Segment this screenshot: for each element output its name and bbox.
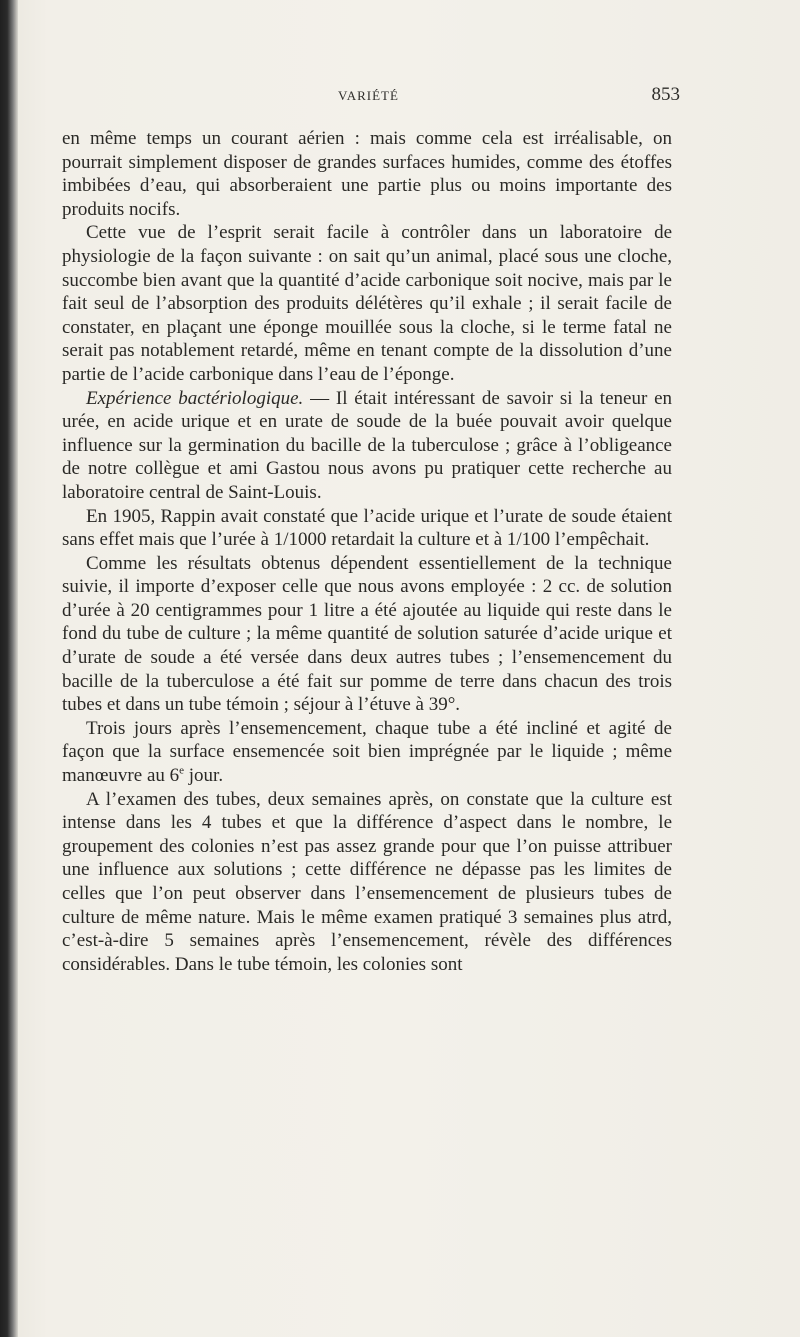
paragraph-6-text-after: jour.	[184, 765, 224, 787]
paragraph-1: en même temps un courant aérien : mais comme cela est irréalisable, on pourrait simplement disposer de grandes surfaces humides, comme des étoffes imbibées d’eau, qui absorberaient une partie plus ou moins importante des produits nocifs.	[62, 128, 672, 220]
book-binding-edge	[0, 0, 18, 1337]
running-title: VARIÉTÉ	[338, 88, 399, 103]
paragraph-2: Cette vue de l’esprit serait facile à contrôler dans un laboratoire de physiologie de la façon suivante : on sait qu’un animal, placé sous une cloche, succombe bien avant que la quantité d’acide carbonique soit nocive, mais par le fait seul de l’absorption des produits délétères qu’il exhale ; il serait facile de constater, en plaçant une éponge mouillée sous la cloche, si le terme fatal ne serait pas notablement retardé, même en tenant compte de la dissolution d’une partie de l’acide carbonique dans l’eau de l’éponge.	[62, 222, 672, 385]
paragraph-7: A l’examen des tubes, deux semaines après, on constate que la culture est intense dans les 4 tubes et que la différence d’aspect dans le nombre, le groupement des colonies n’est pas assez grande pour que l’on puisse attribuer une influence aux solutions ; cette différence ne dépasse pas les limites de celles que l’on peut observer dans l’ensemencement de plusieurs tubes de culture de même nature. Mais le même examen pratiqué 3 semaines plus atrd, c’est-à-dire 5 semaines après l’ensemencement, révèle des différences considérables. Dans le tube témoin, les colonies sont	[62, 788, 672, 975]
superscript-e: e	[179, 764, 185, 777]
paragraph-5: Comme les résultats obtenus dépendent essentiellement de la technique suivie, il importe d’exposer celle que nous avons employée : 2 cc. de solution d’urée à 20 centigrammes pour 1 litre a été ajoutée au liquide qui reste dans le fond du tube de culture ; la même quantité de solution saturée d’acide urique et d’urate de soude a été versée dans deux autres tubes ; l’ensemencement du bacille de la tuberculose a été fait sur pomme de terre dans chacun des trois tubes et dans un tube témoin ; séjour à l’étuve à 39°.	[62, 552, 672, 716]
paragraph-6-text-before: Trois jours après l’ensemencement, chaque tube a été incliné et agité de façon que la surface ensemencée soit bien imprégnée par le liquide ; même manœuvre au 6	[62, 717, 672, 787]
page-header	[80, 84, 680, 112]
section-heading-experience: Expérience bactériologique.	[86, 387, 304, 409]
page-number: 853	[651, 84, 680, 105]
paragraph-3-text: — Il était intéressant de savoir si la teneur en urée, en acide urique et en urate de soude de la buée pouvait avoir quelque influence sur la germination du bacille de la tuberculose ; grâce à l’obligeance de notre collègue et ami Gastou nous avons pu pratiquer cette recherche au laboratoire central de Saint-Louis.	[62, 387, 672, 503]
paragraph-4: En 1905, Rappin avait constaté que l’acide urique et l’urate de soude étaient sans effet mais que l’urée à 1/1000 retardait la culture et à 1/100 l’empêchait.	[62, 505, 672, 551]
paragraph-6	[62, 717, 672, 788]
paragraph-3	[62, 387, 672, 505]
body-text	[62, 127, 672, 976]
